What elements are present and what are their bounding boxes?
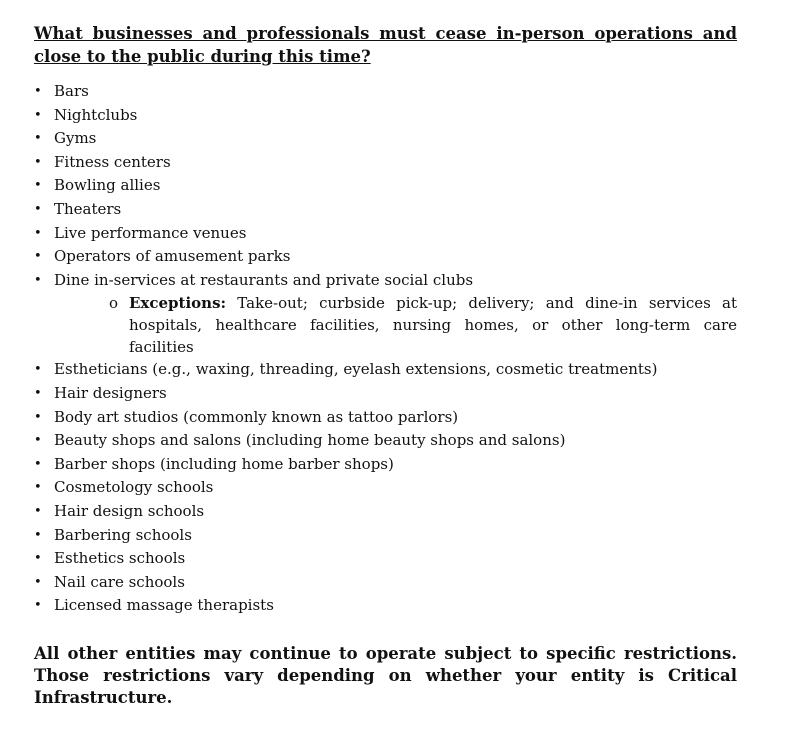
list-item xyxy=(34,104,737,128)
bullet-icon: • xyxy=(34,272,42,288)
list-item xyxy=(34,151,737,175)
list-item xyxy=(34,80,737,104)
list-item xyxy=(34,358,737,382)
bullet-icon: • xyxy=(34,456,42,472)
bullet-icon: • xyxy=(34,225,42,241)
list-item-label: Gyms xyxy=(54,129,97,148)
bullet-icon: • xyxy=(34,551,42,567)
list-item xyxy=(34,382,737,406)
list-item-label: Nail care schools xyxy=(54,572,185,591)
closed-businesses-list xyxy=(34,80,737,618)
bullet-icon: • xyxy=(34,574,42,590)
list-item xyxy=(34,524,737,548)
section-heading: What businesses and professionals must cease in-person operations and close to the public during this time? xyxy=(34,24,737,66)
bullet-icon: • xyxy=(34,154,42,170)
document-body xyxy=(34,22,737,618)
list-item xyxy=(34,429,737,453)
list-item xyxy=(34,476,737,500)
bullet-icon: • xyxy=(34,201,42,217)
list-item-label: Beauty shops and salons (including home beauty shops and salons) xyxy=(54,431,566,450)
list-item-label: Nightclubs xyxy=(54,105,138,124)
list-item-label: Dine in-services at restaurants and private social clubs xyxy=(54,270,474,289)
list-item-label: Hair design schools xyxy=(54,501,205,520)
list-item xyxy=(34,222,737,246)
list-item xyxy=(34,198,737,222)
bullet-icon: • xyxy=(34,433,42,449)
list-item xyxy=(34,571,737,595)
list-item xyxy=(34,547,737,571)
bullet-icon: • xyxy=(34,503,42,519)
list-item xyxy=(34,406,737,430)
closing-statement: All other entities may continue to operate subject to specific restrictions. Those restrictions vary depending on whether your entity is Critical Infrastructure. xyxy=(34,644,737,707)
list-item-label: Cosmetology schools xyxy=(54,478,214,497)
list-item-label: Hair designers xyxy=(54,383,167,402)
bullet-icon: • xyxy=(34,178,42,194)
list-item xyxy=(34,174,737,198)
list-item-label: Fitness centers xyxy=(54,152,171,171)
bullet-icon: • xyxy=(34,362,42,378)
bullet-icon: • xyxy=(34,409,42,425)
list-item-label: Estheticians (e.g., waxing, threading, eyelash extensions, cosmetic treatments) xyxy=(54,360,658,379)
list-item xyxy=(34,594,737,618)
bullet-icon: • xyxy=(34,598,42,614)
list-item xyxy=(34,127,737,151)
exception-item xyxy=(109,292,737,358)
list-item-label: Body art studios (commonly known as tattoo parlors) xyxy=(54,407,459,426)
list-item xyxy=(34,500,737,524)
bullet-icon: • xyxy=(34,107,42,123)
bullet-icon: • xyxy=(34,131,42,147)
list-item-label: Esthetics schools xyxy=(54,549,186,568)
list-item xyxy=(34,245,737,269)
list-item xyxy=(34,453,737,477)
exceptions-text: Take-out; curbside pick-up; delivery; and dine-in services at hospitals, healthcare facilities, nursing homes, or other long-term care facilities xyxy=(129,294,737,357)
list-item-label: Theaters xyxy=(54,199,122,218)
bullet-icon: • xyxy=(34,84,42,99)
list-item-label: Licensed massage therapists xyxy=(54,596,274,615)
bullet-icon: • xyxy=(34,249,42,265)
list-item-label: Bars xyxy=(54,82,89,100)
bullet-icon: • xyxy=(34,480,42,496)
list-item-label: Operators of amusement parks xyxy=(54,247,291,266)
list-item-label: Barbering schools xyxy=(54,525,192,544)
list-item-label: Barber shops (including home barber shops) xyxy=(54,454,394,473)
exceptions-label: Exceptions: xyxy=(129,294,227,313)
circle-bullet-icon: o xyxy=(109,294,119,313)
list-item-label: Live performance venues xyxy=(54,223,247,242)
bullet-icon: • xyxy=(34,527,42,543)
exceptions-sublist xyxy=(54,292,737,358)
bullet-icon: • xyxy=(34,385,42,401)
list-item xyxy=(34,269,737,359)
list-item-label: Bowling allies xyxy=(54,176,161,195)
